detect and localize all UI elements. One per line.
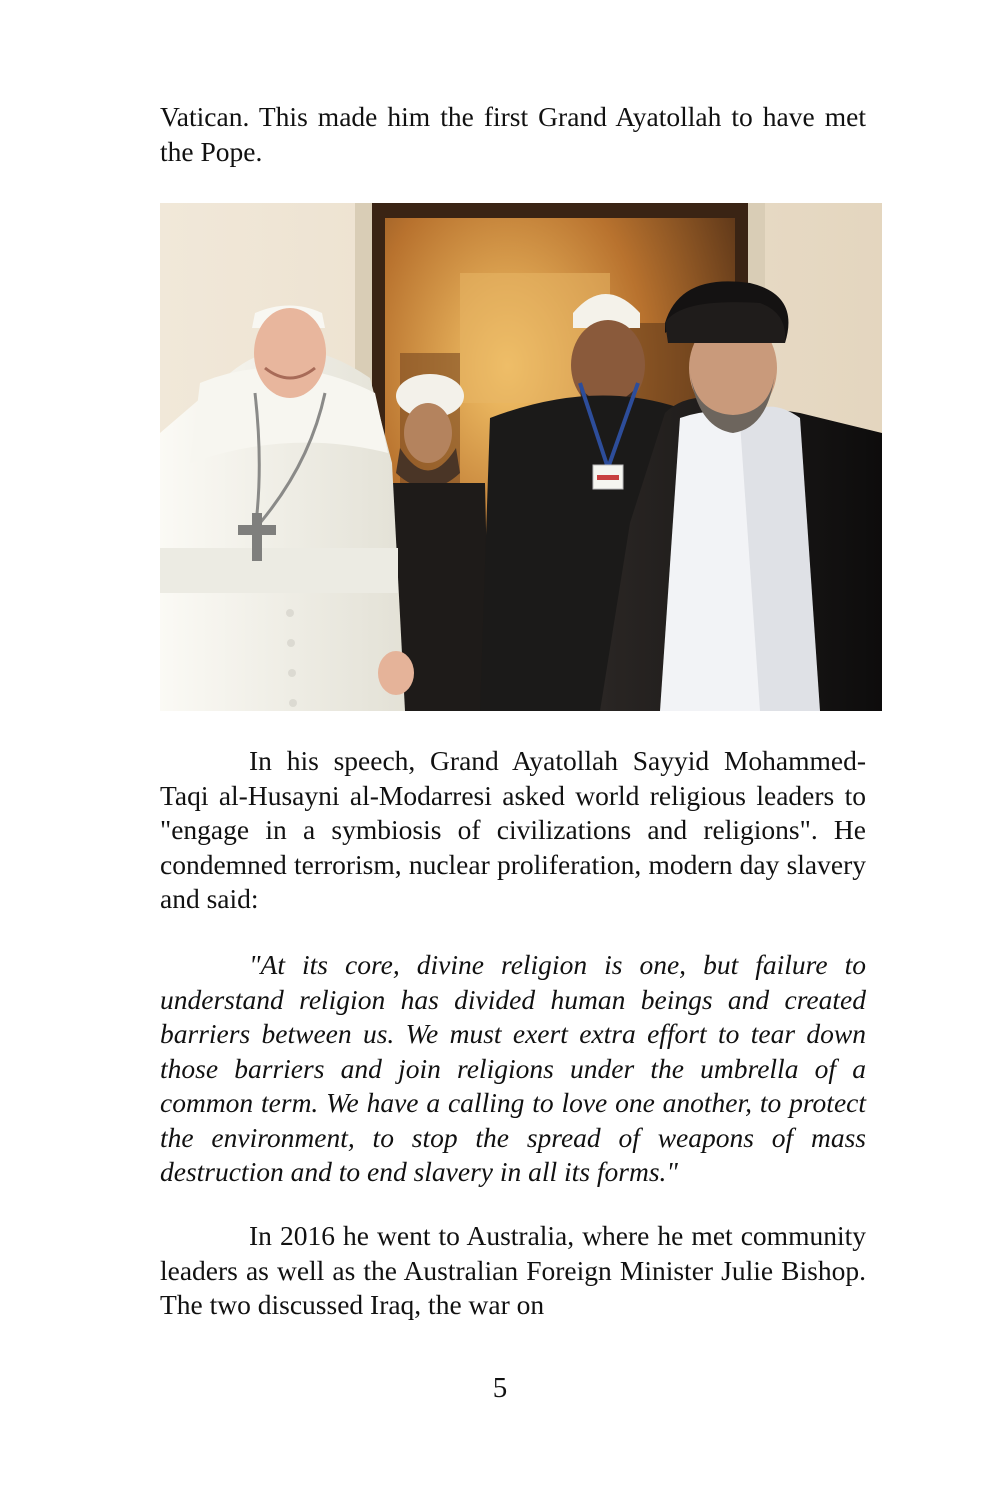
intro-paragraph: Vatican. This made him the first Grand Ayatollah to have met the Pope. <box>160 101 866 167</box>
quote-paragraph: "At its core, divine religion is one, but failure to understand religion has divided human beings and created barriers between us. We must exert extra effort to tear down those barriers and join religions under the umbrella of a common term. We have a calling to love one another, to protect the environment, to stop the spread of weapons of mass destruction and to end slavery in all its forms." <box>160 949 866 1187</box>
speech-paragraph: In his speech, Grand Ayatollah Sayyid Mohammed-Taqi al-Husayni al-Modarresi asked world religious leaders to "engage in a symbiosis of civilizations and religions". He condemned terrorism, nuclear proliferation, modern day slavery and said: <box>160 745 866 914</box>
photo-pope-meeting <box>160 203 882 711</box>
page-number: 5 <box>492 1372 508 1404</box>
australia-paragraph: In 2016 he went to Australia, where he met community leaders as well as the Australian Foreign Minister Julie Bishop. The two discussed Iraq, the war on <box>160 1220 866 1320</box>
